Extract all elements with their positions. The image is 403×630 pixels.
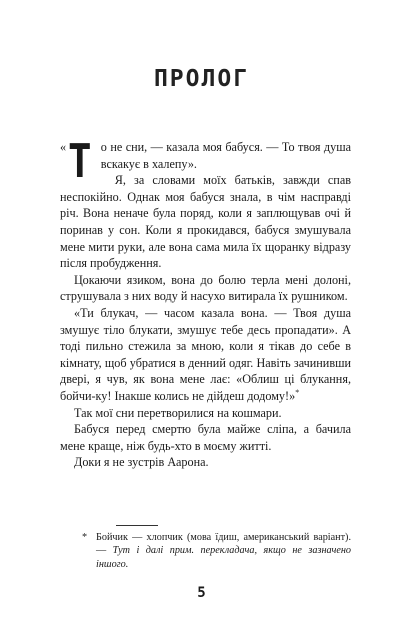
opening-text: о не сни, — казала моя бабуся. — То твоя душа вскакує в халепу». (100, 140, 351, 171)
opening-paragraph (60, 134, 351, 188)
paragraph-4: Так мої сни перетворилися на кошмари. (74, 405, 282, 420)
footnote (82, 531, 352, 571)
body-text (60, 134, 351, 471)
paragraph-2: Цокаючи язиком, вона до болю терла мені долоні, струшувала з них воду й насухо витирала їх рушником. (60, 272, 351, 304)
page-number: 5 (197, 585, 206, 601)
paragraph-3 (60, 305, 351, 405)
footnote-reference: * (295, 387, 300, 397)
paragraph-1: Я, за словами моїх батьків, завжди спав неспокійно. Однак моя бабуся знала, в чім насправді річ. Вона неначе була поряд, коли я заплющував очі й поринав у сон. Коли я прокидався, бабуся змушувала мене мити руки, але вона сама мила їх щоранку відразу після пробудження. (60, 173, 351, 271)
opening-quote-mark: « (60, 140, 67, 154)
footnote-marker: * (82, 532, 88, 543)
paragraph-3-text: «Ти блукач, — часом казала вона. — Твоя душа змушує тіло блукати, змушує тебе десь пропадати». А тоді пильно стежила за мною, коли я тікав до себе в кімнату, щоб убратися в денний одяг. Навіть зачинивши двері, я чув, як вона мене лає: «Облиш ці блукання, бойчи-ку! Інакше колись не дійдеш додому!» (60, 305, 351, 403)
footnote-divider (116, 525, 158, 526)
footnote-text: Бойчик — хлопчик (мова їдиш, американський варіант). — (96, 532, 351, 557)
footnote-italic-note: Тут і далі прим. перекладача, якщо не зазначено іншого. (96, 545, 352, 570)
drop-cap: Т (68, 134, 92, 188)
chapter-title: ПРОЛОГ (153, 66, 250, 92)
paragraph-6: Доки я не зустрів Аарона. (74, 455, 209, 470)
paragraph-5: Бабуся перед смертю була майже сліпа, а бачила мене краще, ніж будь-хто в моєму житті. (60, 422, 351, 453)
